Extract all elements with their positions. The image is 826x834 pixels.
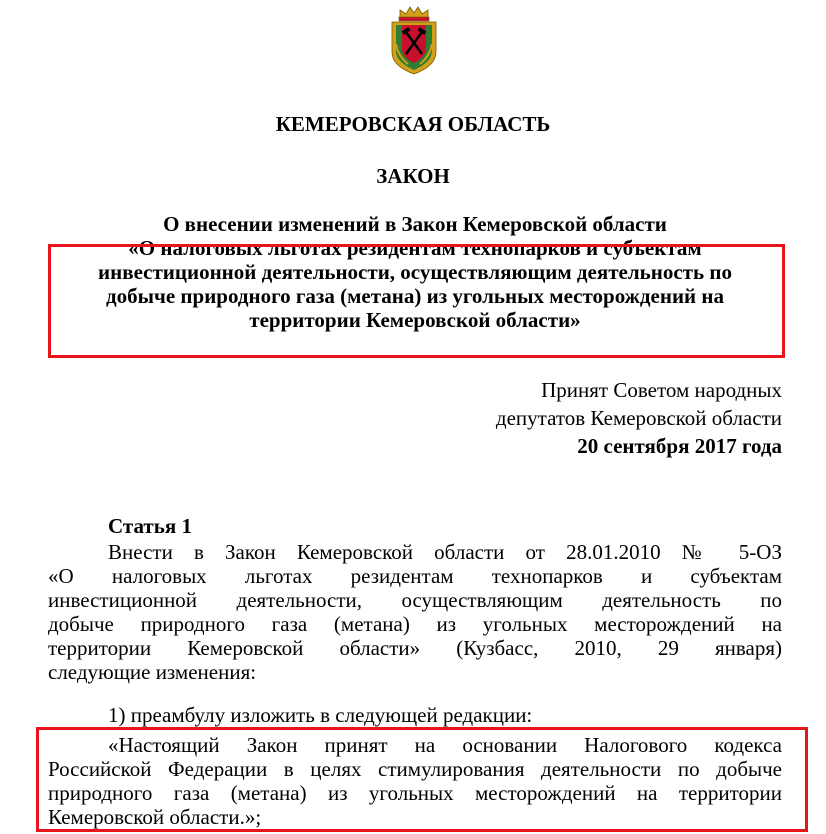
law-title-line: О внесении изменений в Закон Кемеровской области: [163, 212, 667, 236]
article-1-line: территории Кемеровской области» (Кузбасс, 2010, 29 января): [48, 636, 782, 660]
article-title: Статья 1: [108, 514, 192, 538]
preamble-quote: [48, 733, 782, 829]
adoption-line: Принят Советом народных: [541, 378, 782, 402]
adoption-line: депутатов Кемеровской области: [495, 406, 782, 430]
item-1-text: [48, 703, 782, 727]
preamble-quote-line: природного газа (метана) из угольных месторождений на территории: [48, 781, 782, 805]
preamble-quote-line: «Настоящий Закон принят на основании Налогового кодекса: [108, 733, 782, 757]
item-1-line: 1) преамбулу изложить в следующей редакции:: [108, 703, 533, 727]
article-1-line: «О налоговых льготах резидентам технопарков и субъектам: [48, 564, 782, 588]
coat-of-arms-icon: [386, 4, 442, 76]
region-heading: КЕМЕРОВСКАЯ ОБЛАСТЬ: [275, 112, 551, 136]
adoption-date: 20 сентября 2017 года: [577, 434, 782, 458]
law-title: [40, 212, 790, 332]
law-title-line: «О налоговых льготах резидентам технопарков и субъектам: [128, 236, 702, 260]
law-title-line: добыче природного газа (метана) из угольных месторождений на: [105, 284, 724, 308]
law-heading: ЗАКОН: [376, 164, 450, 188]
preamble-quote-line: Российской Федерации в целях стимулирования деятельности по добыче: [48, 757, 782, 781]
adoption-block: [496, 376, 782, 460]
article-1-text: [48, 540, 782, 684]
article-1-line: добыче природного газа (метана) из угольных месторождений на: [48, 612, 782, 636]
article-1-line: инвестиционной деятельности, осуществляющим деятельность по: [48, 588, 782, 612]
law-title-line: инвестиционной деятельности, осуществляющим деятельность по: [98, 260, 732, 284]
preamble-quote-line: Кемеровской области.»;: [48, 805, 262, 829]
law-title-line: территории Кемеровской области»: [249, 308, 581, 332]
article-1-line: Внести в Закон Кемеровской области от 28.01.2010 № 5-ОЗ: [108, 540, 782, 564]
article-1-line: следующие изменения:: [48, 660, 257, 684]
